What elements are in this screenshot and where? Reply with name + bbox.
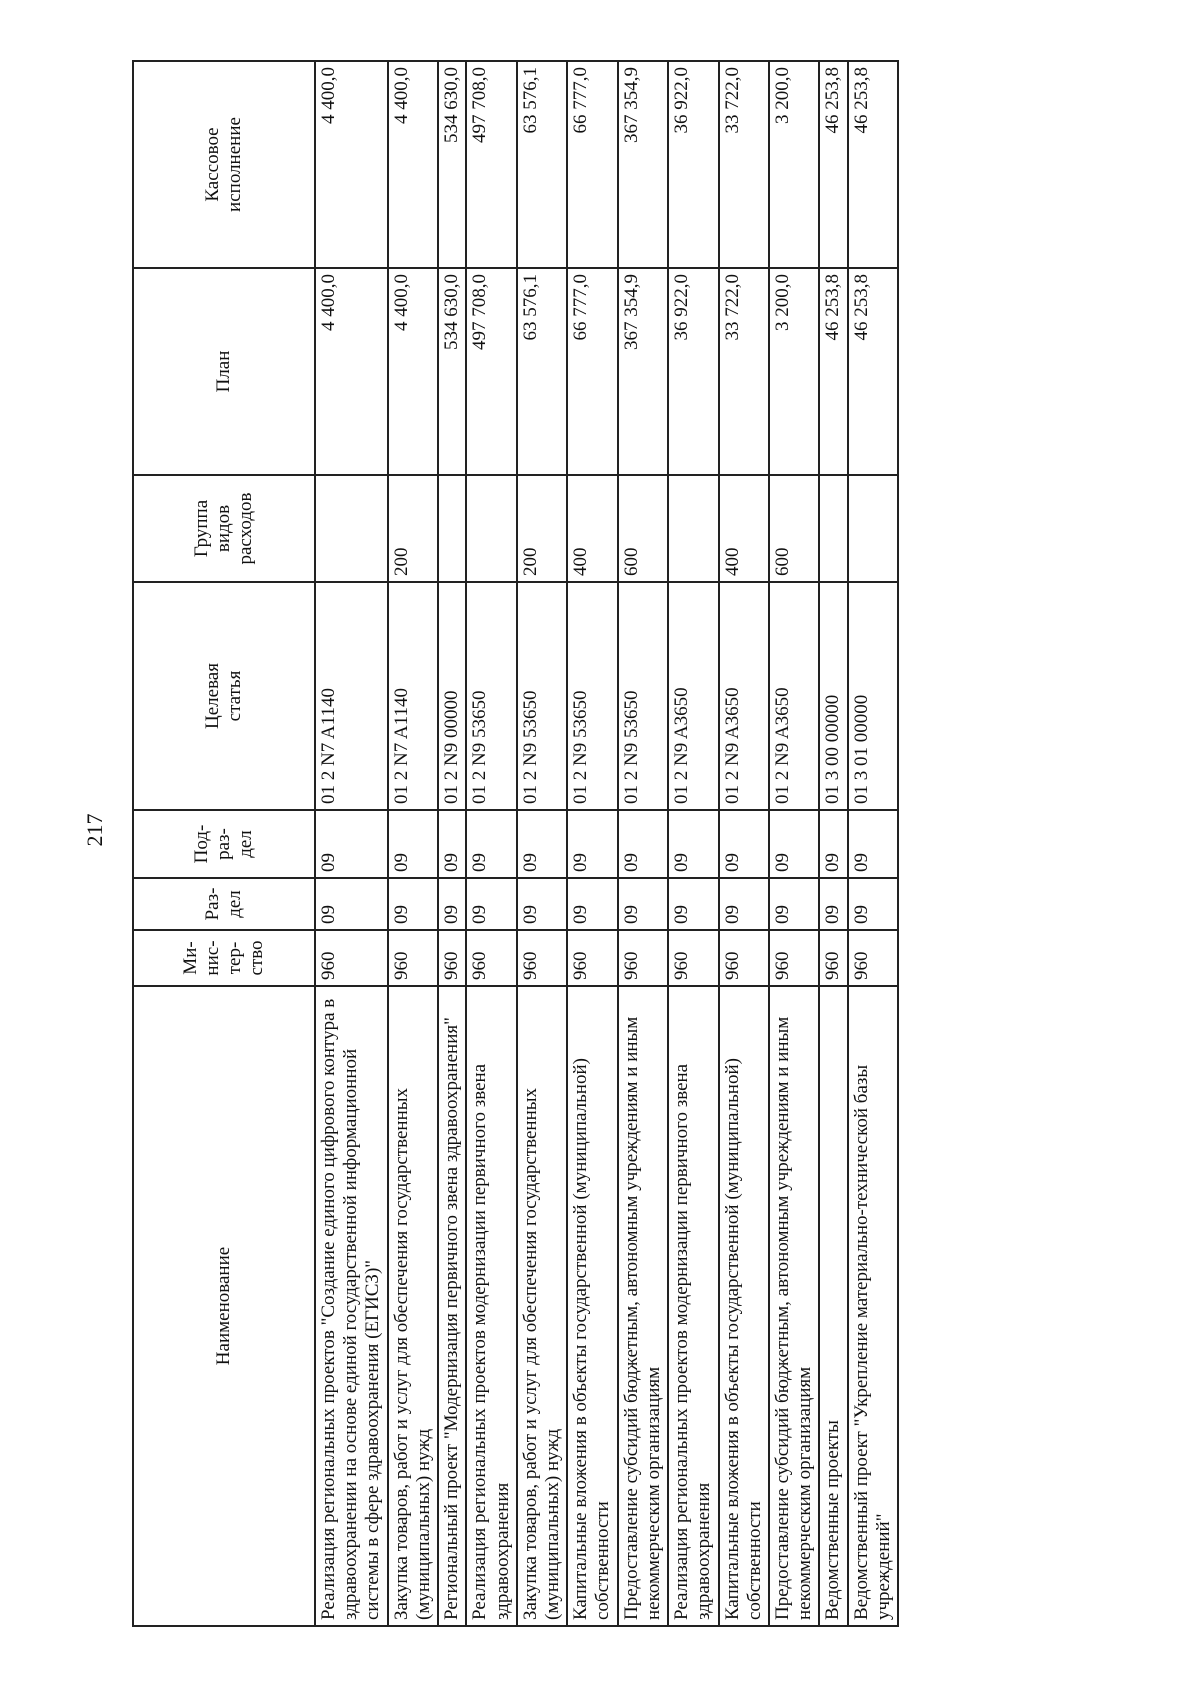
cell-plan: 33 722,0 [719, 268, 769, 475]
header-subsection: Под- раз- дел [133, 810, 315, 878]
cell-target: 01 2 N9 A3650 [719, 582, 769, 810]
cell-subsection: 09 [719, 810, 769, 878]
cell-exec: 66 777,0 [567, 61, 617, 268]
cell-plan: 46 253,8 [848, 268, 898, 475]
table-row [719, 61, 769, 1626]
cell-target: 01 2 N9 53650 [517, 582, 567, 810]
cell-target: 01 2 N7 A1140 [388, 582, 438, 810]
cell-name: Ведомственные проекты [819, 986, 847, 1626]
cell-subsection: 09 [769, 810, 819, 878]
cell-name: Капитальные вложения в объекты государственной (муниципальной) собственности [719, 986, 769, 1626]
cell-name: Реализация региональных проектов модернизации первичного звена здравоохранения [466, 986, 516, 1626]
header-section: Раз- дел [133, 878, 315, 930]
cell-plan: 534 630,0 [438, 268, 466, 475]
cell-target: 01 2 N9 00000 [438, 582, 466, 810]
cell-ministry: 960 [769, 930, 819, 986]
header-exec: Кассовое исполнение [133, 61, 315, 268]
cell-subsection: 09 [618, 810, 668, 878]
header-name: Наименование [133, 986, 315, 1626]
cell-exec: 4 400,0 [315, 61, 388, 268]
cell-name: Закупка товаров, работ и услуг для обеспечения государственных (муниципальных) нужд [517, 986, 567, 1626]
cell-group: 400 [719, 475, 769, 582]
cell-ministry: 960 [315, 930, 388, 986]
cell-plan: 3 200,0 [769, 268, 819, 475]
cell-group: 200 [388, 475, 438, 582]
cell-subsection: 09 [668, 810, 718, 878]
table-row [769, 61, 819, 1626]
cell-plan: 36 922,0 [668, 268, 718, 475]
cell-group: 600 [618, 475, 668, 582]
cell-name: Реализация региональных проектов "Создание единого цифрового контура в здравоохранении на основе единой государственной информационной системы в сфере здравоохранения (ЕГИСЗ)" [315, 986, 388, 1626]
table-row [819, 61, 847, 1626]
cell-plan: 4 400,0 [315, 268, 388, 475]
cell-name: Ведомственный проект "Укрепление материально-технической базы учреждений" [848, 986, 898, 1626]
cell-target: 01 3 01 00000 [848, 582, 898, 810]
cell-section: 09 [719, 878, 769, 930]
cell-plan: 4 400,0 [388, 268, 438, 475]
cell-section: 09 [668, 878, 718, 930]
cell-plan: 66 777,0 [567, 268, 617, 475]
cell-plan: 497 708,0 [466, 268, 516, 475]
cell-subsection: 09 [315, 810, 388, 878]
cell-subsection: 09 [819, 810, 847, 878]
cell-exec: 534 630,0 [438, 61, 466, 268]
cell-exec: 4 400,0 [388, 61, 438, 268]
header-target: Целевая статья [133, 582, 315, 810]
header-ministry: Ми- нис- тер- ство [133, 930, 315, 986]
cell-group [438, 475, 466, 582]
cell-section: 09 [466, 878, 516, 930]
cell-ministry: 960 [819, 930, 847, 986]
cell-section: 09 [819, 878, 847, 930]
cell-exec: 33 722,0 [719, 61, 769, 268]
header-plan: План [133, 268, 315, 475]
cell-ministry: 960 [567, 930, 617, 986]
cell-plan: 46 253,8 [819, 268, 847, 475]
cell-section: 09 [567, 878, 617, 930]
cell-name: Закупка товаров, работ и услуг для обеспечения государственных (муниципальных) нужд [388, 986, 438, 1626]
cell-ministry: 960 [719, 930, 769, 986]
table-row [848, 61, 898, 1626]
cell-name: Предоставление субсидий бюджетным, автономным учреждениям и иным некоммерческим организациям [769, 986, 819, 1626]
cell-plan: 63 576,1 [517, 268, 567, 475]
table-header-row [133, 61, 315, 1626]
cell-target: 01 2 N9 53650 [618, 582, 668, 810]
cell-subsection: 09 [466, 810, 516, 878]
cell-subsection: 09 [388, 810, 438, 878]
cell-target: 01 2 N9 53650 [466, 582, 516, 810]
cell-name: Реализация региональных проектов модернизации первичного звена здравоохранения [668, 986, 718, 1626]
page-number: 217 [82, 813, 107, 847]
rotated-table-frame [132, 62, 1047, 1627]
cell-group: 400 [567, 475, 617, 582]
cell-ministry: 960 [388, 930, 438, 986]
cell-group [466, 475, 516, 582]
cell-exec: 46 253,8 [848, 61, 898, 268]
cell-name: Региональный проект "Модернизация первичного звена здравоохранения" [438, 986, 466, 1626]
budget-table [132, 60, 899, 1627]
table-row [466, 61, 516, 1626]
cell-target: 01 2 N9 A3650 [668, 582, 718, 810]
cell-exec: 3 200,0 [769, 61, 819, 268]
cell-name: Предоставление субсидий бюджетным, автономным учреждениям и иным некоммерческим организациям [618, 986, 668, 1626]
cell-ministry: 960 [668, 930, 718, 986]
cell-target: 01 2 N9 A3650 [769, 582, 819, 810]
cell-section: 09 [388, 878, 438, 930]
cell-target: 01 2 N9 53650 [567, 582, 617, 810]
cell-section: 09 [769, 878, 819, 930]
cell-subsection: 09 [438, 810, 466, 878]
cell-group [315, 475, 388, 582]
table-row [567, 61, 617, 1626]
cell-section: 09 [848, 878, 898, 930]
table-row [388, 61, 438, 1626]
cell-ministry: 960 [848, 930, 898, 986]
cell-ministry: 960 [466, 930, 516, 986]
cell-exec: 46 253,8 [819, 61, 847, 268]
cell-exec: 63 576,1 [517, 61, 567, 268]
cell-exec: 36 922,0 [668, 61, 718, 268]
cell-exec: 367 354,9 [618, 61, 668, 268]
cell-subsection: 09 [567, 810, 617, 878]
table-row [618, 61, 668, 1626]
header-group: Группа видов расходов [133, 475, 315, 582]
cell-target: 01 3 00 00000 [819, 582, 847, 810]
cell-plan: 367 354,9 [618, 268, 668, 475]
cell-exec: 497 708,0 [466, 61, 516, 268]
table-row [315, 61, 388, 1626]
cell-section: 09 [517, 878, 567, 930]
cell-group [668, 475, 718, 582]
cell-ministry: 960 [517, 930, 567, 986]
cell-ministry: 960 [618, 930, 668, 986]
cell-subsection: 09 [517, 810, 567, 878]
cell-group [848, 475, 898, 582]
cell-name: Капитальные вложения в объекты государственной (муниципальной) собственности [567, 986, 617, 1626]
cell-section: 09 [438, 878, 466, 930]
cell-target: 01 2 N7 A1140 [315, 582, 388, 810]
cell-ministry: 960 [438, 930, 466, 986]
cell-section: 09 [618, 878, 668, 930]
cell-section: 09 [315, 878, 388, 930]
table-row [517, 61, 567, 1626]
cell-group [819, 475, 847, 582]
table-body [315, 61, 898, 1626]
cell-group: 200 [517, 475, 567, 582]
table-row [668, 61, 718, 1626]
rotated-table-area [132, 62, 1047, 1627]
cell-group: 600 [769, 475, 819, 582]
cell-subsection: 09 [848, 810, 898, 878]
table-row [438, 61, 466, 1626]
